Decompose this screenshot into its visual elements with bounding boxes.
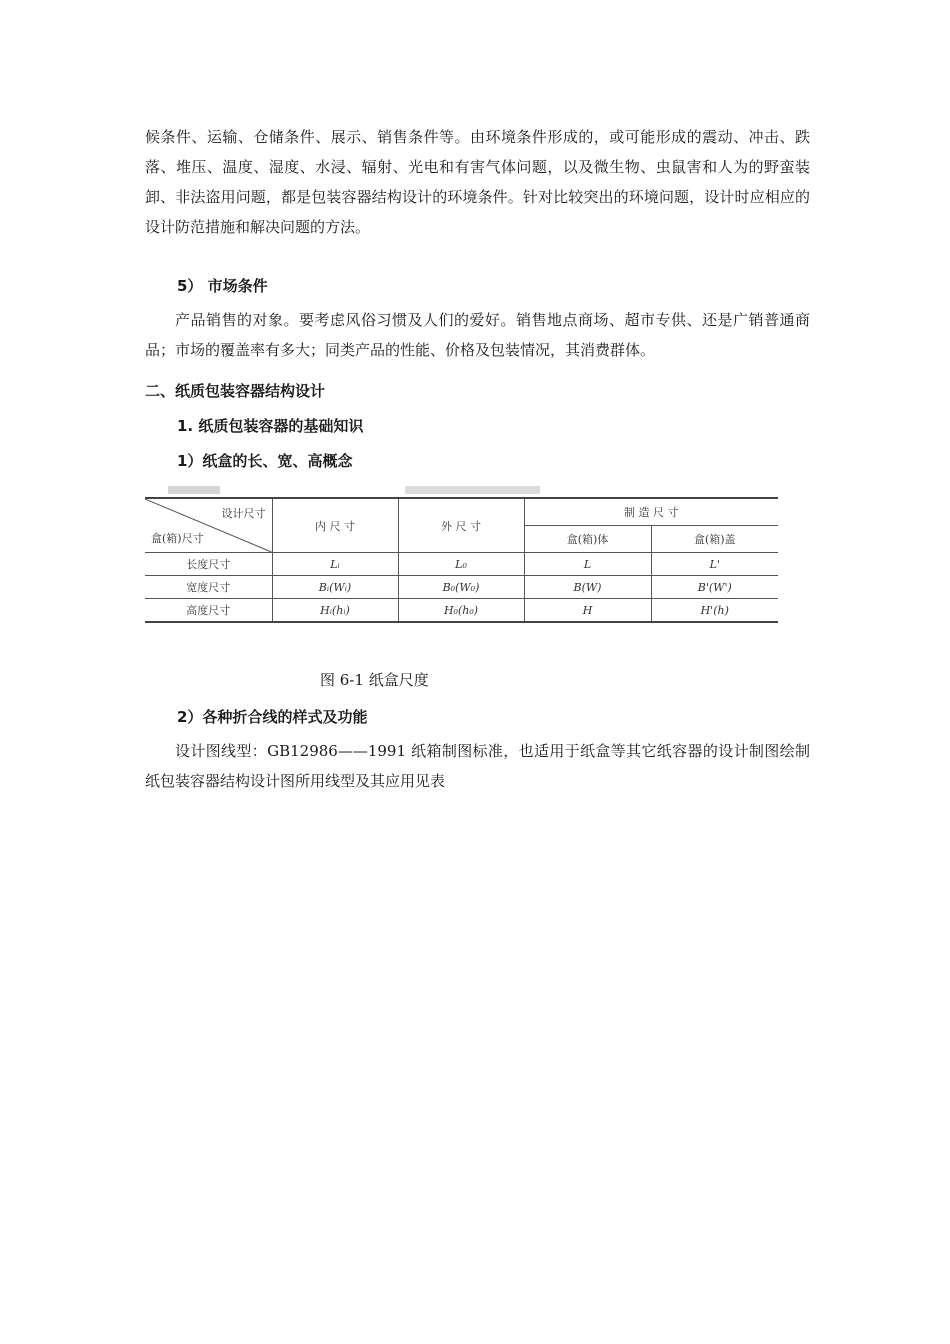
table-corner-cell	[145, 498, 272, 553]
table-row	[145, 599, 778, 623]
cell-body: B(W)	[524, 576, 651, 599]
cell-lid: L'	[651, 553, 778, 576]
row-label: 高度尺寸	[145, 599, 272, 623]
cell-outer: B₀(W₀)	[398, 576, 524, 599]
heading-basics: 1. 纸质包装容器的基础知识	[177, 417, 364, 435]
figure-caption: 图 6-1 纸盒尺度	[320, 671, 429, 689]
table-row	[145, 576, 778, 599]
heading-box-dimensions: 1）纸盒的长、宽、高概念	[177, 452, 353, 470]
header-manufacture-size: 制 造 尺 寸	[524, 498, 778, 526]
heading-section-2: 二、纸质包装容器结构设计	[145, 382, 326, 400]
cell-inner: Lᵢ	[272, 553, 398, 576]
cell-outer: H₀(h₀)	[398, 599, 524, 623]
cell-inner: Bᵢ(Wᵢ)	[272, 576, 398, 599]
cell-inner: Hᵢ(hᵢ)	[272, 599, 398, 623]
cell-lid: B'(W')	[651, 576, 778, 599]
box-dimensions-table	[145, 497, 778, 623]
heading-fold-lines: 2）各种折合线的样式及功能	[177, 708, 368, 726]
cell-outer: L₀	[398, 553, 524, 576]
paragraph-market: 产品销售的对象。要考虑风俗习惯及人们的爱好。销售地点商场、超市专供、还是广销普通商品；市场的覆盖率有多大；同类产品的性能、价格及包装情况，其消费群体。	[145, 311, 810, 359]
row-label: 宽度尺寸	[145, 576, 272, 599]
cell-body: H	[524, 599, 651, 623]
figure-scan-artifact	[160, 486, 540, 494]
row-label: 长度尺寸	[145, 553, 272, 576]
table-row	[145, 553, 778, 576]
paragraph-environment: 候条件、运输、仓储条件、展示、销售条件等。由环境条件形成的，或可能形成的震动、冲击、跌落、堆压、温度、湿度、水浸、辐射、光电和有害气体问题，以及微生物、虫鼠害和人为的野蛮装卸、非法盗用问题，都是包装容器结构设计的环境条件。针对比较突出的环境问题，设计时应相应的设计防范措施和解决问题的方法。	[145, 128, 810, 236]
header-box-body: 盒(箱)体	[524, 526, 651, 553]
header-outer-size: 外 尺 寸	[398, 498, 524, 553]
cell-body: L	[524, 553, 651, 576]
paragraph-drawing-standard: 设计图线型：GB12986——1991 纸箱制图标准，也适用于纸盒等其它纸容器的设计制图绘制纸包装容器结构设计图所用线型及其应用见表	[145, 742, 810, 790]
corner-header-box: 盒(箱)尺寸	[151, 532, 204, 545]
header-inner-size: 内 尺 寸	[272, 498, 398, 553]
heading-market-conditions: 5） 市场条件	[177, 277, 268, 295]
cell-lid: H'(h)	[651, 599, 778, 623]
header-box-lid: 盒(箱)盖	[651, 526, 778, 553]
corner-header-design: 设计尺寸	[221, 507, 266, 520]
